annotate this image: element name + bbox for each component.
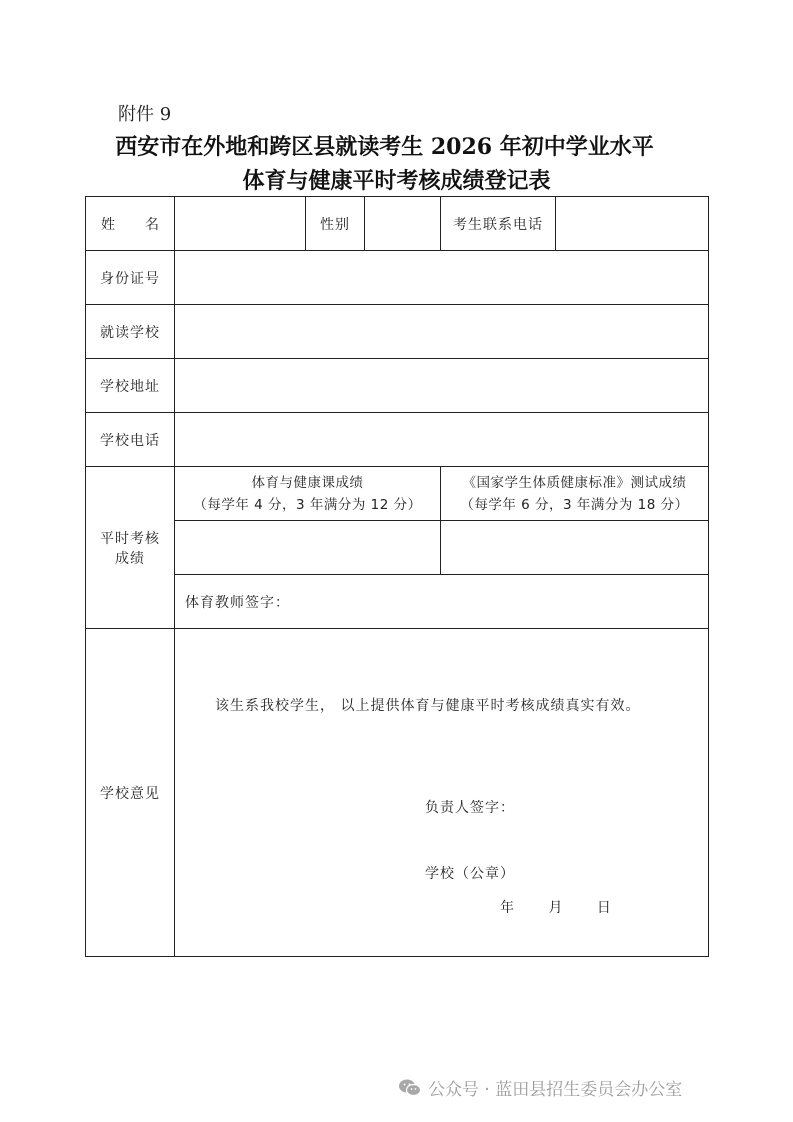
registration-form-table: [85, 196, 709, 957]
fitness-test-score-field[interactable]: [441, 521, 709, 575]
pe-course-score-field[interactable]: [175, 521, 441, 575]
school-phone-field[interactable]: [175, 413, 709, 467]
watermark-text: 公众号 · 蓝田县招生委员会办公室: [428, 1080, 683, 1100]
school-field[interactable]: [175, 305, 709, 359]
date-day-label: 日: [596, 900, 612, 916]
wechat-icon: [398, 1078, 422, 1098]
pe-course-score-header: 体育与健康课成绩 （每学年 4 分，3 年满分为 12 分）: [175, 467, 441, 521]
school-opinion-label: 学校意见: [86, 629, 175, 957]
attachment-number: 附件 9: [118, 104, 172, 125]
school-phone-label: 学校电话: [86, 413, 175, 467]
wechat-watermark: [398, 1075, 682, 1100]
student-phone-field[interactable]: [556, 197, 709, 251]
id-number-field[interactable]: [175, 251, 709, 305]
fitness-test-score-header: 《国家学生体质健康标准》测试成绩 （每学年 6 分，3 年满分为 18 分）: [441, 467, 709, 521]
opinion-statement: 该生系我校学生， 以上提供体育与健康平时考核成绩真实有效。: [215, 698, 641, 714]
school-address-field[interactable]: [175, 359, 709, 413]
gender-label: 性别: [306, 197, 365, 251]
name-label: 姓 名: [86, 197, 175, 251]
student-phone-label: 考生联系电话: [441, 197, 556, 251]
leader-signature-label: 负责人签字：: [425, 800, 515, 816]
name-field[interactable]: [175, 197, 306, 251]
date-year-label: 年: [500, 900, 515, 916]
gender-field[interactable]: [365, 197, 441, 251]
school-label: 就读学校: [86, 305, 175, 359]
date-month-label: 月: [548, 900, 564, 916]
document-title-line-1: 西安市在外地和跨区县就读考生 2026 年初中学业水平: [115, 134, 654, 160]
school-opinion-field[interactable]: [175, 629, 709, 957]
id-number-label: 身份证号: [86, 251, 175, 305]
document-title-line-2: 体育与健康平时考核成绩登记表: [242, 168, 551, 194]
regular-score-label: 平时考核 成绩: [86, 467, 175, 629]
school-seal-label: 学校（公章）: [425, 866, 515, 882]
date-line: [500, 897, 640, 917]
school-address-label: 学校地址: [86, 359, 175, 413]
pe-teacher-signature-field[interactable]: 体育教师签字：: [175, 575, 709, 629]
